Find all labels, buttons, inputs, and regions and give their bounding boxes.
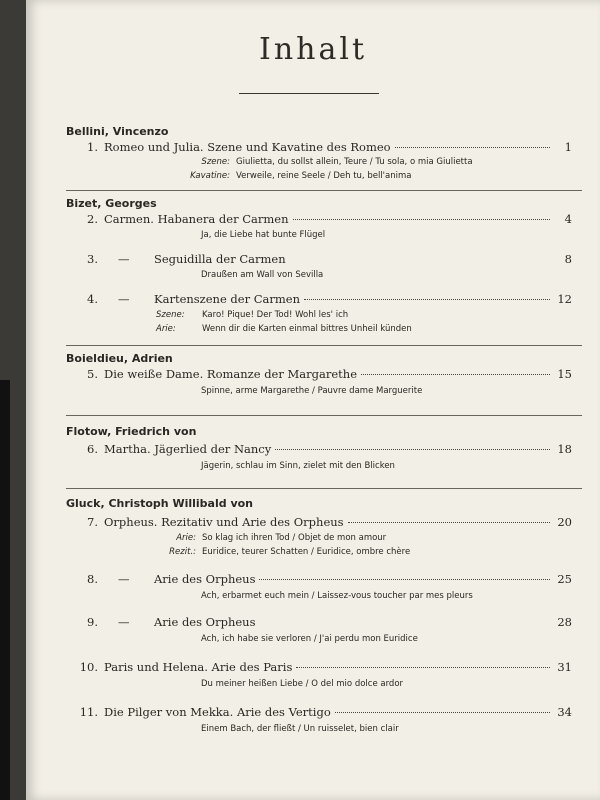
- entry-title: Paris und Helena. Arie des Paris: [104, 660, 293, 674]
- detail-label: Szene:: [156, 310, 185, 320]
- divider: [66, 488, 582, 489]
- entry-page: 34: [557, 705, 572, 719]
- detail-label: Arie:: [156, 324, 176, 334]
- toc-entry-4: [72, 292, 572, 306]
- entry-detail: Spinne, arme Margarethe / Pauvre dame Marguerite: [201, 386, 423, 396]
- toc-entry-2: [72, 212, 572, 226]
- toc-entry-10: [72, 660, 572, 674]
- composer-flotow: Flotow, Friedrich von: [66, 425, 197, 438]
- entry-page: 25: [557, 572, 572, 586]
- ditto-dash: —: [118, 252, 130, 266]
- leader-dots: [335, 712, 550, 713]
- detail-label: Arie:: [176, 533, 196, 543]
- divider: [66, 190, 582, 191]
- divider: [66, 345, 582, 346]
- page-title: Inhalt: [258, 32, 368, 67]
- toc-entry-11: [72, 705, 572, 719]
- detail-text: So klag ich ihren Tod / Objet de mon amour: [202, 533, 387, 543]
- divider: [66, 415, 582, 416]
- toc-entry-9: [72, 615, 572, 629]
- ditto-dash: —: [118, 615, 130, 629]
- detail-text: Karo! Pique! Der Tod! Wohl les' ich: [202, 310, 349, 320]
- entry-title: Martha. Jägerlied der Nancy: [104, 442, 272, 456]
- leader-dots: [275, 449, 550, 450]
- entry-title: Arie des Orpheus: [154, 615, 256, 629]
- entry-title: Romeo und Julia. Szene und Kavatine des Romeo: [104, 140, 391, 154]
- entry-number: 10.: [79, 660, 98, 674]
- entry-page: 20: [557, 515, 572, 529]
- entry-detail: Einem Bach, der fließt / Un ruisselet, bien clair: [201, 724, 399, 734]
- detail-text: Giulietta, du sollst allein, Teure / Tu sola, o mia Giulietta: [236, 157, 473, 167]
- leader-dots: [348, 522, 550, 523]
- entry-page: 31: [557, 660, 572, 674]
- entry-detail: Draußen am Wall von Sevilla: [201, 270, 324, 280]
- detail-label: Kavatine:: [190, 171, 230, 181]
- entry-detail: Ach, erbarmet euch mein / Laissez-vous toucher par mes pleurs: [201, 591, 473, 601]
- ditto-dash: —: [118, 572, 130, 586]
- entry-page: 18: [557, 442, 572, 456]
- leader-dots: [259, 579, 550, 580]
- composer-bizet: Bizet, Georges: [66, 197, 157, 210]
- entry-number: 11.: [79, 705, 98, 719]
- entry-page: 12: [557, 292, 572, 306]
- contents-page: [26, 0, 600, 800]
- entry-detail: Jägerin, schlau im Sinn, zielet mit den Blicken: [201, 461, 395, 471]
- entry-title: Carmen. Habanera der Carmen: [104, 212, 289, 226]
- entry-number: 9.: [87, 615, 98, 629]
- entry-detail: [166, 547, 410, 557]
- entry-detail: Ach, ich habe sie verloren / J'ai perdu mon Euridice: [201, 634, 418, 644]
- entry-detail: [156, 324, 412, 334]
- toc-entry-6: [72, 442, 572, 456]
- leader-dots: [293, 219, 551, 220]
- entry-page: 28: [557, 615, 572, 629]
- entry-title: Die weiße Dame. Romanze der Margarethe: [104, 367, 357, 381]
- toc-entry-7: [72, 515, 572, 529]
- title-rule: [239, 93, 379, 94]
- entry-title: Die Pilger von Mekka. Arie des Vertigo: [104, 705, 331, 719]
- entry-number: 1.: [87, 140, 98, 154]
- entry-page: 8: [564, 252, 572, 266]
- entry-page: 4: [564, 212, 572, 226]
- entry-number: 2.: [87, 212, 98, 226]
- composer-gluck: Gluck, Christoph Willibald von: [66, 497, 254, 510]
- entry-number: 5.: [87, 367, 98, 381]
- entry-detail: Ja, die Liebe hat bunte Flügel: [201, 230, 326, 240]
- composer-bellini: Bellini, Vincenzo: [66, 125, 169, 138]
- toc-entry-8: [72, 572, 572, 586]
- leader-dots: [361, 374, 550, 375]
- entry-detail: [166, 533, 386, 543]
- leader-dots: [304, 299, 550, 300]
- composer-boieldieu: Boieldieu, Adrien: [66, 352, 173, 365]
- entry-title: Orpheus. Rezitativ und Arie des Orpheus: [104, 515, 344, 529]
- entry-detail: Du meiner heißen Liebe / O del mio dolce ardor: [201, 679, 404, 689]
- entry-number: 4.: [87, 292, 98, 306]
- entry-page: 15: [557, 367, 572, 381]
- entry-detail: [156, 310, 348, 320]
- detail-text: Euridice, teurer Schatten / Euridice, ombre chère: [202, 547, 411, 557]
- entry-number: 8.: [87, 572, 98, 586]
- entry-number: 6.: [87, 442, 98, 456]
- detail-label: Szene:: [201, 157, 230, 167]
- toc-entry-3: [72, 252, 572, 266]
- leader-dots: [395, 147, 550, 148]
- entry-title: Seguidilla der Carmen: [154, 252, 286, 266]
- entry-title: Kartenszene der Carmen: [154, 292, 301, 306]
- toc-entry-5: [72, 367, 572, 381]
- detail-label: Rezit.:: [169, 547, 196, 557]
- detail-text: Wenn dir die Karten einmal bittres Unheil künden: [202, 324, 412, 334]
- book-edge: [0, 380, 10, 800]
- detail-text: Verweile, reine Seele / Deh tu, bell'anima: [236, 171, 412, 181]
- entry-detail: [170, 157, 473, 167]
- entry-title: Arie des Orpheus: [154, 572, 256, 586]
- entry-number: 3.: [87, 252, 98, 266]
- entry-page: 1: [564, 140, 572, 154]
- entry-number: 7.: [87, 515, 98, 529]
- leader-dots: [296, 667, 550, 668]
- entry-detail: [170, 171, 411, 181]
- ditto-dash: —: [118, 292, 130, 306]
- toc-entry-1: [72, 140, 572, 154]
